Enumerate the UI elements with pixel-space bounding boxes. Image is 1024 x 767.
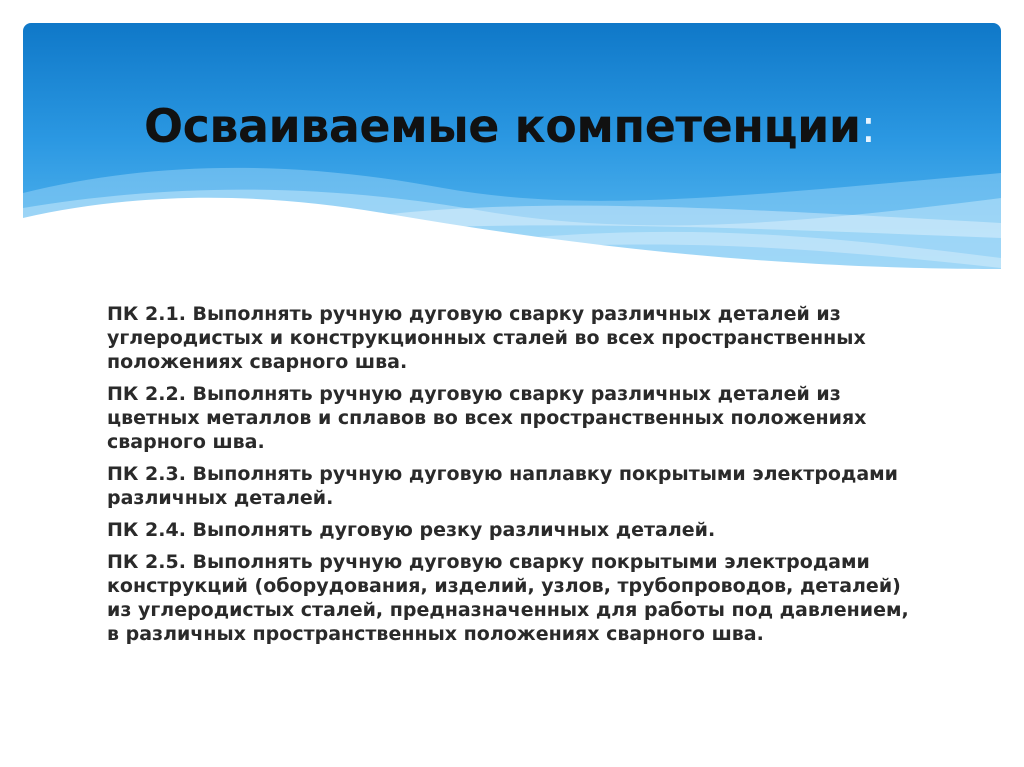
competency-item-pk-2-5: ПК 2.5. Выполнять ручную дуговую сварку покрытыми электродами конструкций (оборудования, изделий, узлов, трубопроводов, деталей) из углеродистых сталей, предназначенных для работы под давлением, в различных пространственных положениях сварного шва. xyxy=(107,551,909,645)
competency-item-pk-2-3: ПК 2.3. Выполнять ручную дуговую наплавку покрытыми электродами различных деталей. xyxy=(107,463,898,509)
competency-item-pk-2-4: ПК 2.4. Выполнять дуговую резку различных деталей. xyxy=(107,519,716,541)
header-banner xyxy=(23,23,1001,283)
competency-list xyxy=(107,302,922,654)
competency-item-pk-2-1: ПК 2.1. Выполнять ручную дуговую сварку различных деталей из углеродистых и конструкционных сталей во всех пространственных положениях сварного шва. xyxy=(107,303,866,373)
page-title: Осваиваемые компетенции: xyxy=(144,99,876,153)
competency-item-pk-2-2: ПК 2.2. Выполнять ручную дуговую сварку различных деталей из цветных металлов и сплавов во всех пространственных положениях сварного шва. xyxy=(107,383,867,453)
wave-decoration xyxy=(23,23,1001,283)
